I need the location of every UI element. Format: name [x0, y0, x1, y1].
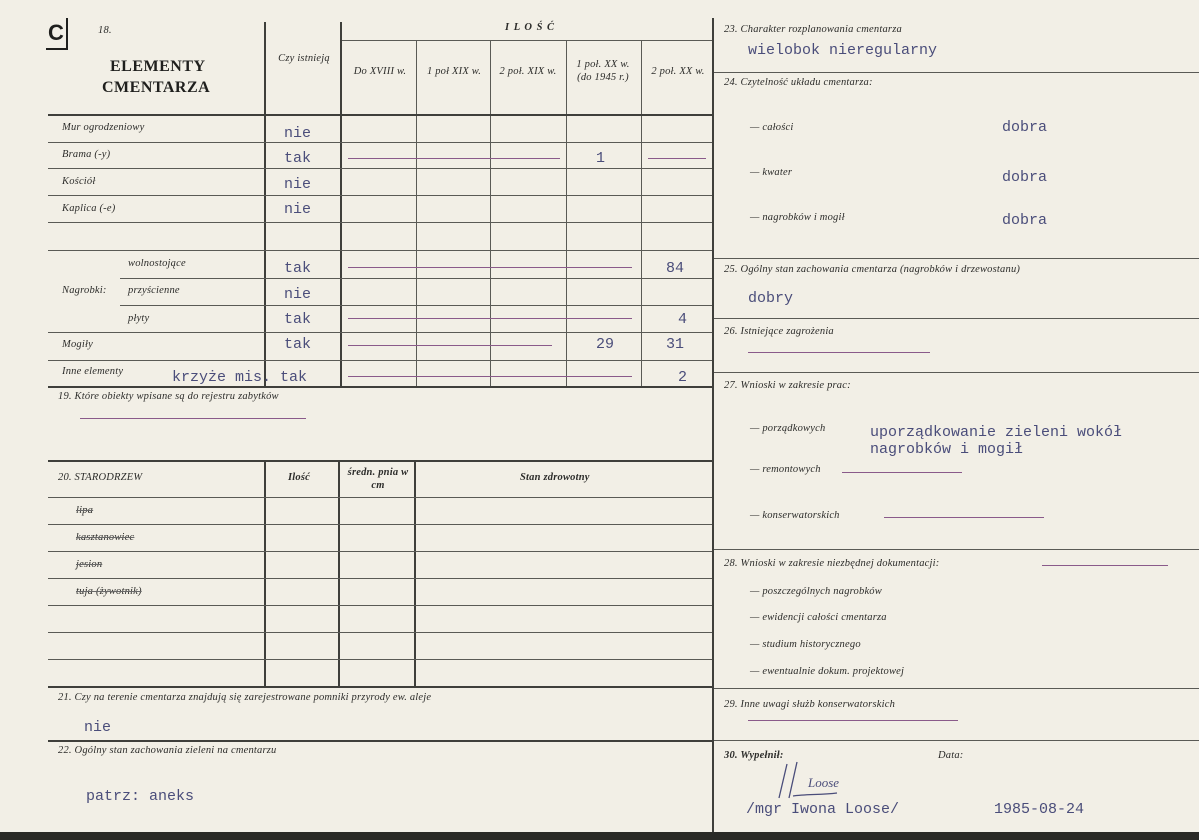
- tree-kasztanowiec: kasztanowiec: [76, 532, 135, 543]
- tree-jesion: jesion: [76, 559, 103, 570]
- q20-row-line: [48, 659, 712, 660]
- ink-dash: [348, 158, 560, 159]
- exists-mogily: tak: [284, 336, 312, 353]
- row-line: [48, 386, 712, 388]
- q21-answer: nie: [84, 719, 112, 736]
- tree-tuja: tuja (żywotnik): [76, 586, 142, 597]
- exists-kaplica: nie: [284, 201, 312, 218]
- q20-col-stan: Stan zdrowotny: [520, 472, 590, 483]
- row-line: [120, 305, 712, 306]
- q19-label: 19. Które obiekty wpisane są do rejestru zabytków: [58, 391, 279, 402]
- col-header-2xix: 2 poł. XIX w.: [499, 66, 557, 77]
- row-line: [48, 250, 712, 251]
- q27-item-remontowych: — remontowych: [750, 464, 821, 475]
- row-label-przyscienne: przyścienne: [128, 285, 180, 296]
- q21-bottom-line: [48, 740, 712, 742]
- right-line: [714, 258, 1199, 259]
- col-header-1xix: 1 poł XIX w.: [426, 66, 482, 77]
- q30-label: 30. Wypełnił:: [724, 750, 784, 761]
- right-line: [714, 549, 1199, 550]
- q25-label: 25. Ogólny stan zachowania cmentarza (nagrobków i drzewostanu): [724, 264, 1021, 275]
- row-line: [48, 168, 712, 169]
- ink-dash: [348, 376, 632, 377]
- row-label-mur: Mur ogrodzeniowy: [62, 122, 145, 133]
- q22-label: 22. Ogólny stan zachowania zieleni na cmentarzu: [58, 745, 277, 756]
- ink-dash: [348, 267, 632, 268]
- exists-brama: tak: [284, 150, 312, 167]
- q20-col-line: [264, 460, 266, 686]
- q27-dash: [842, 472, 962, 473]
- col-header-exists: Czy istnieją: [278, 53, 330, 64]
- section-letter-underline: [46, 48, 68, 50]
- q20-row-line: [48, 632, 712, 633]
- exists-plyty: tak: [284, 311, 312, 328]
- q19-dash: [80, 418, 306, 419]
- filled-by: /mgr Iwona Loose/: [746, 801, 900, 818]
- row-line: [48, 360, 712, 361]
- row-label-kaplica: Kaplica (-e): [62, 203, 116, 214]
- right-line: [714, 688, 1199, 689]
- col-header-ilosc: I L O Ś Ć: [505, 22, 556, 33]
- exists-mur: nie: [284, 125, 312, 142]
- q28-item-2: — ewidencji całości cmentarza: [750, 612, 887, 623]
- col-header-2xx: 2 poł. XX w.: [651, 66, 705, 77]
- q29-label: 29. Inne uwagi służb konserwatorskich: [724, 699, 896, 710]
- q26-dash: [748, 352, 930, 353]
- ink-dash: [348, 318, 632, 319]
- q28-item-4: — ewentualnie dokum. projektowej: [750, 666, 905, 677]
- q29-dash: [748, 720, 958, 721]
- exists-inne: krzyże mis. tak: [172, 369, 308, 386]
- header-bottom-line: [48, 114, 712, 116]
- date-label: Data:: [938, 750, 964, 761]
- q23-answer: wielobok nieregularny: [748, 42, 938, 59]
- qty-brama-1xx: 1: [596, 150, 606, 167]
- q20-label: 20. STARODRZEW: [58, 472, 143, 483]
- header-line: [342, 40, 712, 41]
- q26-label: 26. Istniejące zagrożenia: [724, 326, 834, 337]
- qty-mogily-2xx: 31: [666, 336, 685, 353]
- q20-col-srednica: średn. pnia w cm: [347, 467, 409, 491]
- q27-label: 27. Wnioski w zakresie prac:: [724, 380, 851, 391]
- row-line: [120, 278, 712, 279]
- qty-inne-2xx: 2: [678, 369, 688, 386]
- col-header-1xx: 1 poł. XX w. (do 1945 r.): [576, 59, 630, 83]
- q20-bottom-line: [48, 686, 712, 688]
- q20-col-ilosc: Ilość: [288, 472, 310, 483]
- q20-row-line: [48, 605, 712, 606]
- q24-item-kwater: — kwater: [750, 167, 793, 178]
- col-line: [416, 40, 417, 386]
- q24-item-calosci: — całości: [750, 122, 794, 133]
- qty-mogily-1xx: 29: [596, 336, 615, 353]
- q28-label: 28. Wnioski w zakresie niezbędnej dokumentacji:: [724, 558, 940, 569]
- col-line: [641, 40, 642, 386]
- row-label-nagrobki: Nagrobki:: [62, 285, 107, 296]
- q24-value-calosci: dobra: [1002, 119, 1048, 136]
- q21-label: 21. Czy na terenie cmentarza znajdują się zarejestrowane pomniki przyrody ew. aleje: [58, 692, 432, 703]
- qty-plyty-2xx: 4: [678, 311, 688, 328]
- q18-number: 18.: [98, 25, 112, 36]
- exists-przyscienne: nie: [284, 286, 312, 303]
- q25-answer: dobry: [748, 290, 794, 307]
- row-line: [48, 195, 712, 196]
- row-label-inne: Inne elementy: [62, 366, 124, 377]
- q20-row-line: [48, 497, 712, 498]
- exists-wolnostojace: tak: [284, 260, 312, 277]
- col-line: [566, 40, 567, 386]
- q27-dash: [884, 517, 1044, 518]
- row-line: [48, 142, 712, 143]
- main-divider: [712, 18, 714, 832]
- q27-answer-line2: nagrobków i mogił: [870, 441, 1024, 458]
- right-line: [714, 372, 1199, 373]
- fill-date: 1985-08-24: [994, 801, 1085, 818]
- q27-item-konserwatorskich: — konserwatorskich: [750, 510, 840, 521]
- table-title-line2: CMENTARZA: [102, 79, 211, 96]
- right-line: [714, 72, 1199, 73]
- row-label-brama: Brama (-y): [62, 149, 111, 160]
- exists-kosciol: nie: [284, 176, 312, 193]
- q20-row-line: [48, 524, 712, 525]
- col-line: [490, 40, 491, 386]
- q22-answer: patrz: aneks: [86, 788, 195, 805]
- q20-col-line: [414, 460, 416, 686]
- q28-item-3: — studium historycznego: [750, 639, 861, 650]
- qty-wolnostojace-2xx: 84: [666, 260, 685, 277]
- row-line: [48, 222, 712, 223]
- row-label-wolnostojace: wolnostojące: [128, 258, 186, 269]
- q20-col-line: [338, 460, 340, 686]
- q27-item-porzadkowych: — porządkowych: [750, 423, 826, 434]
- row-line: [48, 332, 712, 333]
- tree-lipa: lipa: [76, 505, 94, 516]
- ink-dash: [648, 158, 706, 159]
- right-line: [714, 740, 1199, 741]
- section-letter: C: [48, 20, 64, 45]
- row-label-kosciol: Kościół: [62, 176, 96, 187]
- right-line: [714, 318, 1199, 319]
- q20-row-line: [48, 578, 712, 579]
- q20-row-line: [48, 551, 712, 552]
- q24-label: 24. Czytelność układu cmentarza:: [724, 77, 873, 88]
- col-header-xviii: Do XVIII w.: [353, 66, 407, 77]
- q24-item-nagrobkow: — nagrobków i mogił: [750, 212, 845, 223]
- row-label-plyty: płyty: [128, 313, 150, 324]
- table-title-line1: ELEMENTY: [110, 58, 206, 75]
- q28-item-1: — poszczególnych nagrobków: [750, 586, 882, 597]
- row-label-mogily: Mogiły: [62, 339, 93, 350]
- signature: Loose: [808, 775, 840, 790]
- q28-dash: [1042, 565, 1168, 566]
- q24-value-kwater: dobra: [1002, 169, 1048, 186]
- q23-label: 23. Charakter rozplanowania cmentarza: [724, 24, 902, 35]
- q27-answer-line1: uporządkowanie zieleni wokół: [870, 424, 1123, 441]
- ink-dash: [348, 345, 552, 346]
- q24-value-nagrobkow: dobra: [1002, 212, 1048, 229]
- q20-top-line: [48, 460, 712, 462]
- section-letter-bar: [66, 18, 68, 48]
